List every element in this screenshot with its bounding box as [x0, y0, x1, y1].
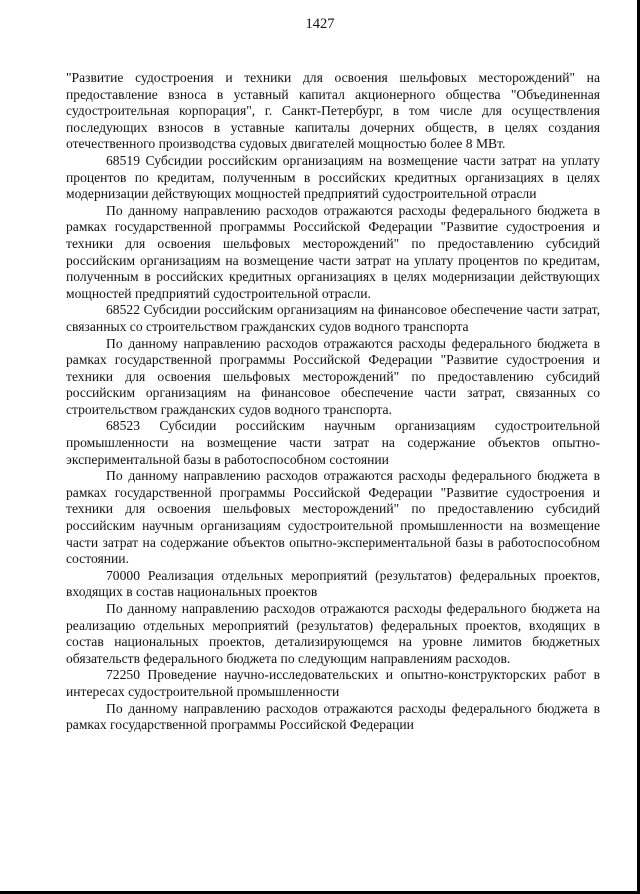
paragraph-code-68519: 68519 Субсидии российским организациям на возмещение части затрат на уплату процентов по кредитам, полученным в российских кредитных организациях в целях модернизации действующих мощностей предприятий судостроительной отрасли [66, 152, 600, 202]
paragraph-code-72250: 72250 Проведение научно-исследовательских и опытно-конструкторских работ в интересах судостроительной промышленности [66, 667, 600, 699]
paragraph-code-68523: 68523 Субсидии российским научным организациям судостроительной промышленности на возмещение части затрат на содержание объектов опытно-экспериментальной базы в работоспособном состоянии [66, 418, 600, 467]
paragraph-body: По данному направлению расходов отражаются расходы федерального бюджета в рамках государственной программы Российской Федерации [66, 700, 600, 733]
paragraph-body: По данному направлению расходов отражаются расходы федерального бюджета в рамках государственной программы Российской Федерации "Развитие судостроения и техники для освоения шельфовых месторождений" по предоставлению субсидий российским организациям на возмещение части затрат на уплату процентов по кредитам, полученным в российских кредитных организациях в целях модернизации действующих мощностей предприятий судостроительной отрасли. [66, 202, 600, 301]
paragraph-body: По данному направлению расходов отражаются расходы федерального бюджета на реализацию отдельных мероприятий (результатов) федеральных проектов, входящих в состав национальных проектов, детализирующемся на уровне лимитов бюджетных обязательств федерального бюджета по следующим направлениям расходов. [66, 601, 600, 666]
page-number: 1427 [305, 16, 335, 32]
paragraph-code-68522: 68522 Субсидии российским организациям на финансовое обеспечение части затрат, связанных со строительством гражданских судов водного транспорта [66, 302, 600, 334]
paragraph-code-70000: 70000 Реализация отдельных мероприятий (результатов) федеральных проектов, входящих в состав национальных проектов [66, 567, 600, 600]
paragraph-body: По данному направлению расходов отражаются расходы федерального бюджета в рамках государственной программы Российской Федерации "Развитие судостроения и техники для освоения шельфовых месторождений" по предоставлению субсидий российским научным организациям судостроительной промышленности на возмещение части затрат на содержание объектов опытно-экспериментальной базы в работоспособном состоянии. [66, 468, 600, 567]
document-body [66, 70, 600, 734]
paragraph-continuation: "Развитие судостроения и техники для освоения шельфовых месторождений" на предоставление взноса в уставный капитал акционерного общества "Объединенная судостроительная корпорация", г. Санкт-Петербург, в том числе для осуществления последующих взносов в уставные капиталы дочерних обществ, в целях создания отечественного производства судовых двигателей мощностью более 8 МВт. [66, 70, 600, 152]
paragraph-body: По данному направлению расходов отражаются расходы федерального бюджета в рамках государственной программы Российской Федерации "Развитие судостроения и техники для освоения шельфовых месторождений" по предоставлению субсидий российским организациям на финансовое обеспечение части затрат, связанных со строительством гражданских судов водного транспорта. [66, 335, 600, 417]
